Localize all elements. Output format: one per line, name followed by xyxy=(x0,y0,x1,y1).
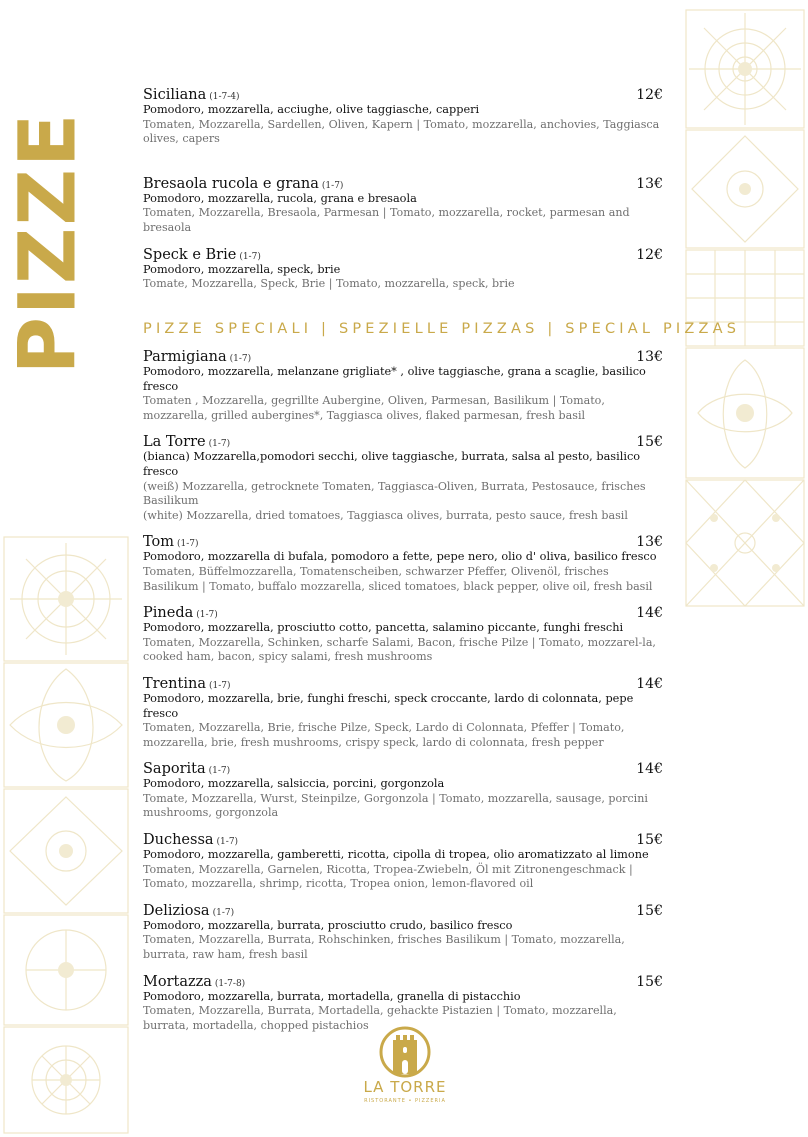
menu-item-price: 14€ xyxy=(636,605,663,622)
menu-item-head xyxy=(143,531,663,550)
menu-item-title xyxy=(143,244,261,263)
ingredients-italian: Pomodoro, mozzarella, rucola, grana e bresaola xyxy=(143,191,417,205)
ingredients-translation: Tomaten, Mozzarella, Bresaola, Parmesan | Tomato, mozzarella, rocket, parmesan and bresaola xyxy=(143,206,630,234)
menu-item-head xyxy=(143,673,663,692)
ingredients-translation: Tomaten, Mozzarella, Schinken, scharfe Salami, Bacon, frische Pilze | Tomato, mozzarel-la, cooked ham, bacon, spicy salami, fresh mushrooms xyxy=(143,635,656,664)
menu-item-price: 14€ xyxy=(636,675,663,692)
vertical-title-text: PIZZE xyxy=(3,111,93,375)
ingredients-italian: Pomodoro, mozzarella, speck, brie xyxy=(143,262,341,276)
menu-item-name: La Torre xyxy=(143,434,206,451)
menu-item-title xyxy=(143,531,199,550)
ingredients-translation: Tomaten, Mozzarella, Garnelen, Ricotta, Tropea-Zwiebeln, Öl mit Zitronengeschmack | Tomato, mozzarella, shrimp, ricotta, Tropea onion, lemon-flavored oil xyxy=(143,862,633,891)
menu-item-name: Pineda xyxy=(143,605,194,622)
ingredients-italian: Pomodoro, mozzarella, prosciutto cotto, pancetta, salamino piccante, funghi freschi xyxy=(143,621,624,635)
allergen-code: (1-7) xyxy=(208,766,231,777)
menu-item-price: 15€ xyxy=(636,434,663,451)
menu-item-price: 13€ xyxy=(636,175,663,192)
menu-item xyxy=(143,758,663,821)
allergen-code: (1-7) xyxy=(321,180,344,191)
ingredients-translation: Tomate, Mozzarella, Speck, Brie | Tomato, mozzarella, speck, brie xyxy=(143,277,515,291)
menu-item-head xyxy=(143,758,663,777)
menu-item-price: 15€ xyxy=(636,832,663,849)
menu-item-title xyxy=(143,900,234,919)
allergen-code: (1-7) xyxy=(208,439,231,450)
allergen-code: (1-7-8) xyxy=(214,978,246,989)
menu-item-name: Trentina xyxy=(143,675,206,692)
ingredients-italian: Pomodoro, mozzarella, acciughe, olive taggiasche, capperi xyxy=(143,103,480,116)
ingredients-italian: Pomodoro, mozzarella, burrata, prosciutto crudo, basilico fresco xyxy=(143,918,513,932)
menu-item-name: Saporita xyxy=(143,761,206,778)
menu-item-price: 12€ xyxy=(636,246,663,263)
menu-item-price: 14€ xyxy=(636,761,663,778)
menu-item-name: Tom xyxy=(143,534,175,551)
ingredients-translation: Tomate, Mozzarella, Wurst, Steinpilze, Gorgonzola | Tomato, mozzarella, sausage, porcini mushrooms, gorgonzola xyxy=(143,791,648,820)
menu-item-name: Deliziosa xyxy=(143,902,210,919)
menu-item-name: Bresaola rucola e grana xyxy=(143,175,319,192)
menu-item-head xyxy=(143,829,663,848)
ingredients-italian: Pomodoro, mozzarella, gamberetti, ricotta, cipolla di tropea, olio aromatizzato al limone xyxy=(143,848,649,862)
menu-item-title xyxy=(143,346,251,365)
decorative-tile-pattern-right xyxy=(684,8,806,608)
menu-item-head xyxy=(143,602,663,621)
menu-item-title xyxy=(143,431,230,450)
decorative-tile-pattern-left xyxy=(2,535,130,1135)
menu-item-name: Duchessa xyxy=(143,832,214,849)
ingredients-italian: Pomodoro, mozzarella di bufala, pomodoro a fette, pepe nero, olio d' oliva, basilico fresco xyxy=(143,550,657,564)
ingredients-italian: Pomodoro, mozzarella, melanzane grigliate* , olive taggiasche, grana a scaglie, basilico fresco xyxy=(143,365,646,393)
menu-item-head xyxy=(143,900,663,919)
menu-item-title xyxy=(143,84,240,103)
menu-item xyxy=(143,900,663,963)
menu-item-head xyxy=(143,346,663,365)
vertical-page-title xyxy=(0,111,108,375)
menu-item xyxy=(143,84,663,147)
menu-item-price: 13€ xyxy=(636,349,663,365)
ingredients-italian: Pomodoro, mozzarella, salsiccia, porcini, gorgonzola xyxy=(143,777,445,791)
menu-item-name: Siciliana xyxy=(143,87,207,103)
menu-item xyxy=(143,244,663,292)
ingredients-italian: Pomodoro, mozzarella, brie, funghi freschi, speck croccante, lardo di colonnata, pepe fresco xyxy=(143,691,634,720)
menu-item-name: Parmigiana xyxy=(143,349,227,365)
allergen-code: (1-7) xyxy=(229,354,252,364)
menu-item xyxy=(143,173,663,236)
menu-item-title xyxy=(143,758,230,777)
menu-item-name: Mortazza xyxy=(143,973,212,990)
menu-item-price: 12€ xyxy=(636,87,663,103)
ingredients-translation: Tomaten, Mozzarella, Burrata, Mortadella, gehackte Pistazien | Tomato, mozzarella, burrata, mortadella, chopped pistachios xyxy=(143,1004,617,1032)
allergen-code: (1-7) xyxy=(208,680,231,691)
menu-item-title xyxy=(143,971,245,990)
ingredients-english: (white) Mozzarella, dried tomatoes, Taggiasca olives, burrata, pesto sauce, fresh basil xyxy=(143,508,628,522)
logo-subtitle: RISTORANTE • PIZZERIA xyxy=(364,1098,446,1104)
ingredients-translation: Tomaten , Mozzarella, gegrillte Aubergine, Oliven, Parmesan, Basilikum | Tomato, mozzarella, grilled aubergines*, Taggiasca olives, flaked parmesan, fresh basil xyxy=(143,394,605,422)
menu-item-title xyxy=(143,673,231,692)
menu-item-head xyxy=(143,84,663,103)
allergen-code: (1-7) xyxy=(177,539,199,550)
ingredients-translation: Tomaten, Mozzarella, Brie, frische Pilze, Speck, Lardo di Colonnata, Pfeffer | Tomato, mozzarella, brie, fresh mushrooms, crispy speck, lardo di colonnata, fresh pepper xyxy=(143,721,625,749)
allergen-code: (1-7) xyxy=(196,610,218,621)
menu-item-head xyxy=(143,971,663,990)
menu-item-head xyxy=(143,173,663,192)
allergen-code: (1-7) xyxy=(212,907,235,918)
menu-item-head xyxy=(143,431,663,450)
ingredients-italian: (bianca) Mozzarella,pomodori secchi, olive taggiasche, burrata, salsa al pesto, basilico fresco xyxy=(143,450,641,478)
menu-item-head xyxy=(143,244,663,263)
ingredients-translation: Tomaten, Büffelmozzarella, Tomatenscheiben, schwarzer Pfeffer, Olivenöl, frisches Basilikum | Tomato, buffalo mozzarella, sliced tomatoes, black pepper, olive oil, fresh basil xyxy=(143,564,653,593)
allergen-code: (1-7) xyxy=(239,251,261,262)
ingredients-italian: Pomodoro, mozzarella, burrata, mortadella, granella di pistacchio xyxy=(143,989,521,1003)
ingredients-german: (weiß) Mozzarella, getrocknete Tomaten, Taggiasca-Oliven, Burrata, Pestosauce, frisches Basilikum xyxy=(143,479,646,508)
allergen-code: (1-7) xyxy=(216,837,239,848)
menu-item-price: 15€ xyxy=(636,902,663,919)
menu-item-title xyxy=(143,602,218,621)
section-title: PIZZE SPECIALI | SPEZIELLE PIZZAS | SPECIAL PIZZAS xyxy=(143,321,741,337)
logo-name: LA TORRE xyxy=(363,1078,447,1096)
menu-item xyxy=(143,602,663,665)
ingredients-translation: Tomaten, Mozzarella, Sardellen, Oliven, Kapern | Tomato, mozzarella, anchovies, Taggiasca olives, capers xyxy=(143,117,660,146)
allergen-code: (1-7-4) xyxy=(209,92,240,102)
menu-list-special xyxy=(143,346,663,1041)
menu-item-title xyxy=(143,829,238,848)
menu-item xyxy=(143,431,663,523)
menu-item-name: Speck e Brie xyxy=(143,246,237,263)
menu-item xyxy=(143,673,663,750)
menu-item-price: 13€ xyxy=(636,534,663,551)
menu-list-top xyxy=(143,84,663,300)
menu-item xyxy=(143,531,663,594)
menu-item xyxy=(143,829,663,892)
menu-item-title xyxy=(143,173,343,192)
menu-item-price: 15€ xyxy=(636,973,663,990)
menu-item xyxy=(143,346,663,423)
ingredients-translation: Tomaten, Mozzarella, Burrata, Rohschinken, frisches Basilikum | Tomato, mozzarella, burrata, raw ham, fresh basil xyxy=(143,933,625,962)
